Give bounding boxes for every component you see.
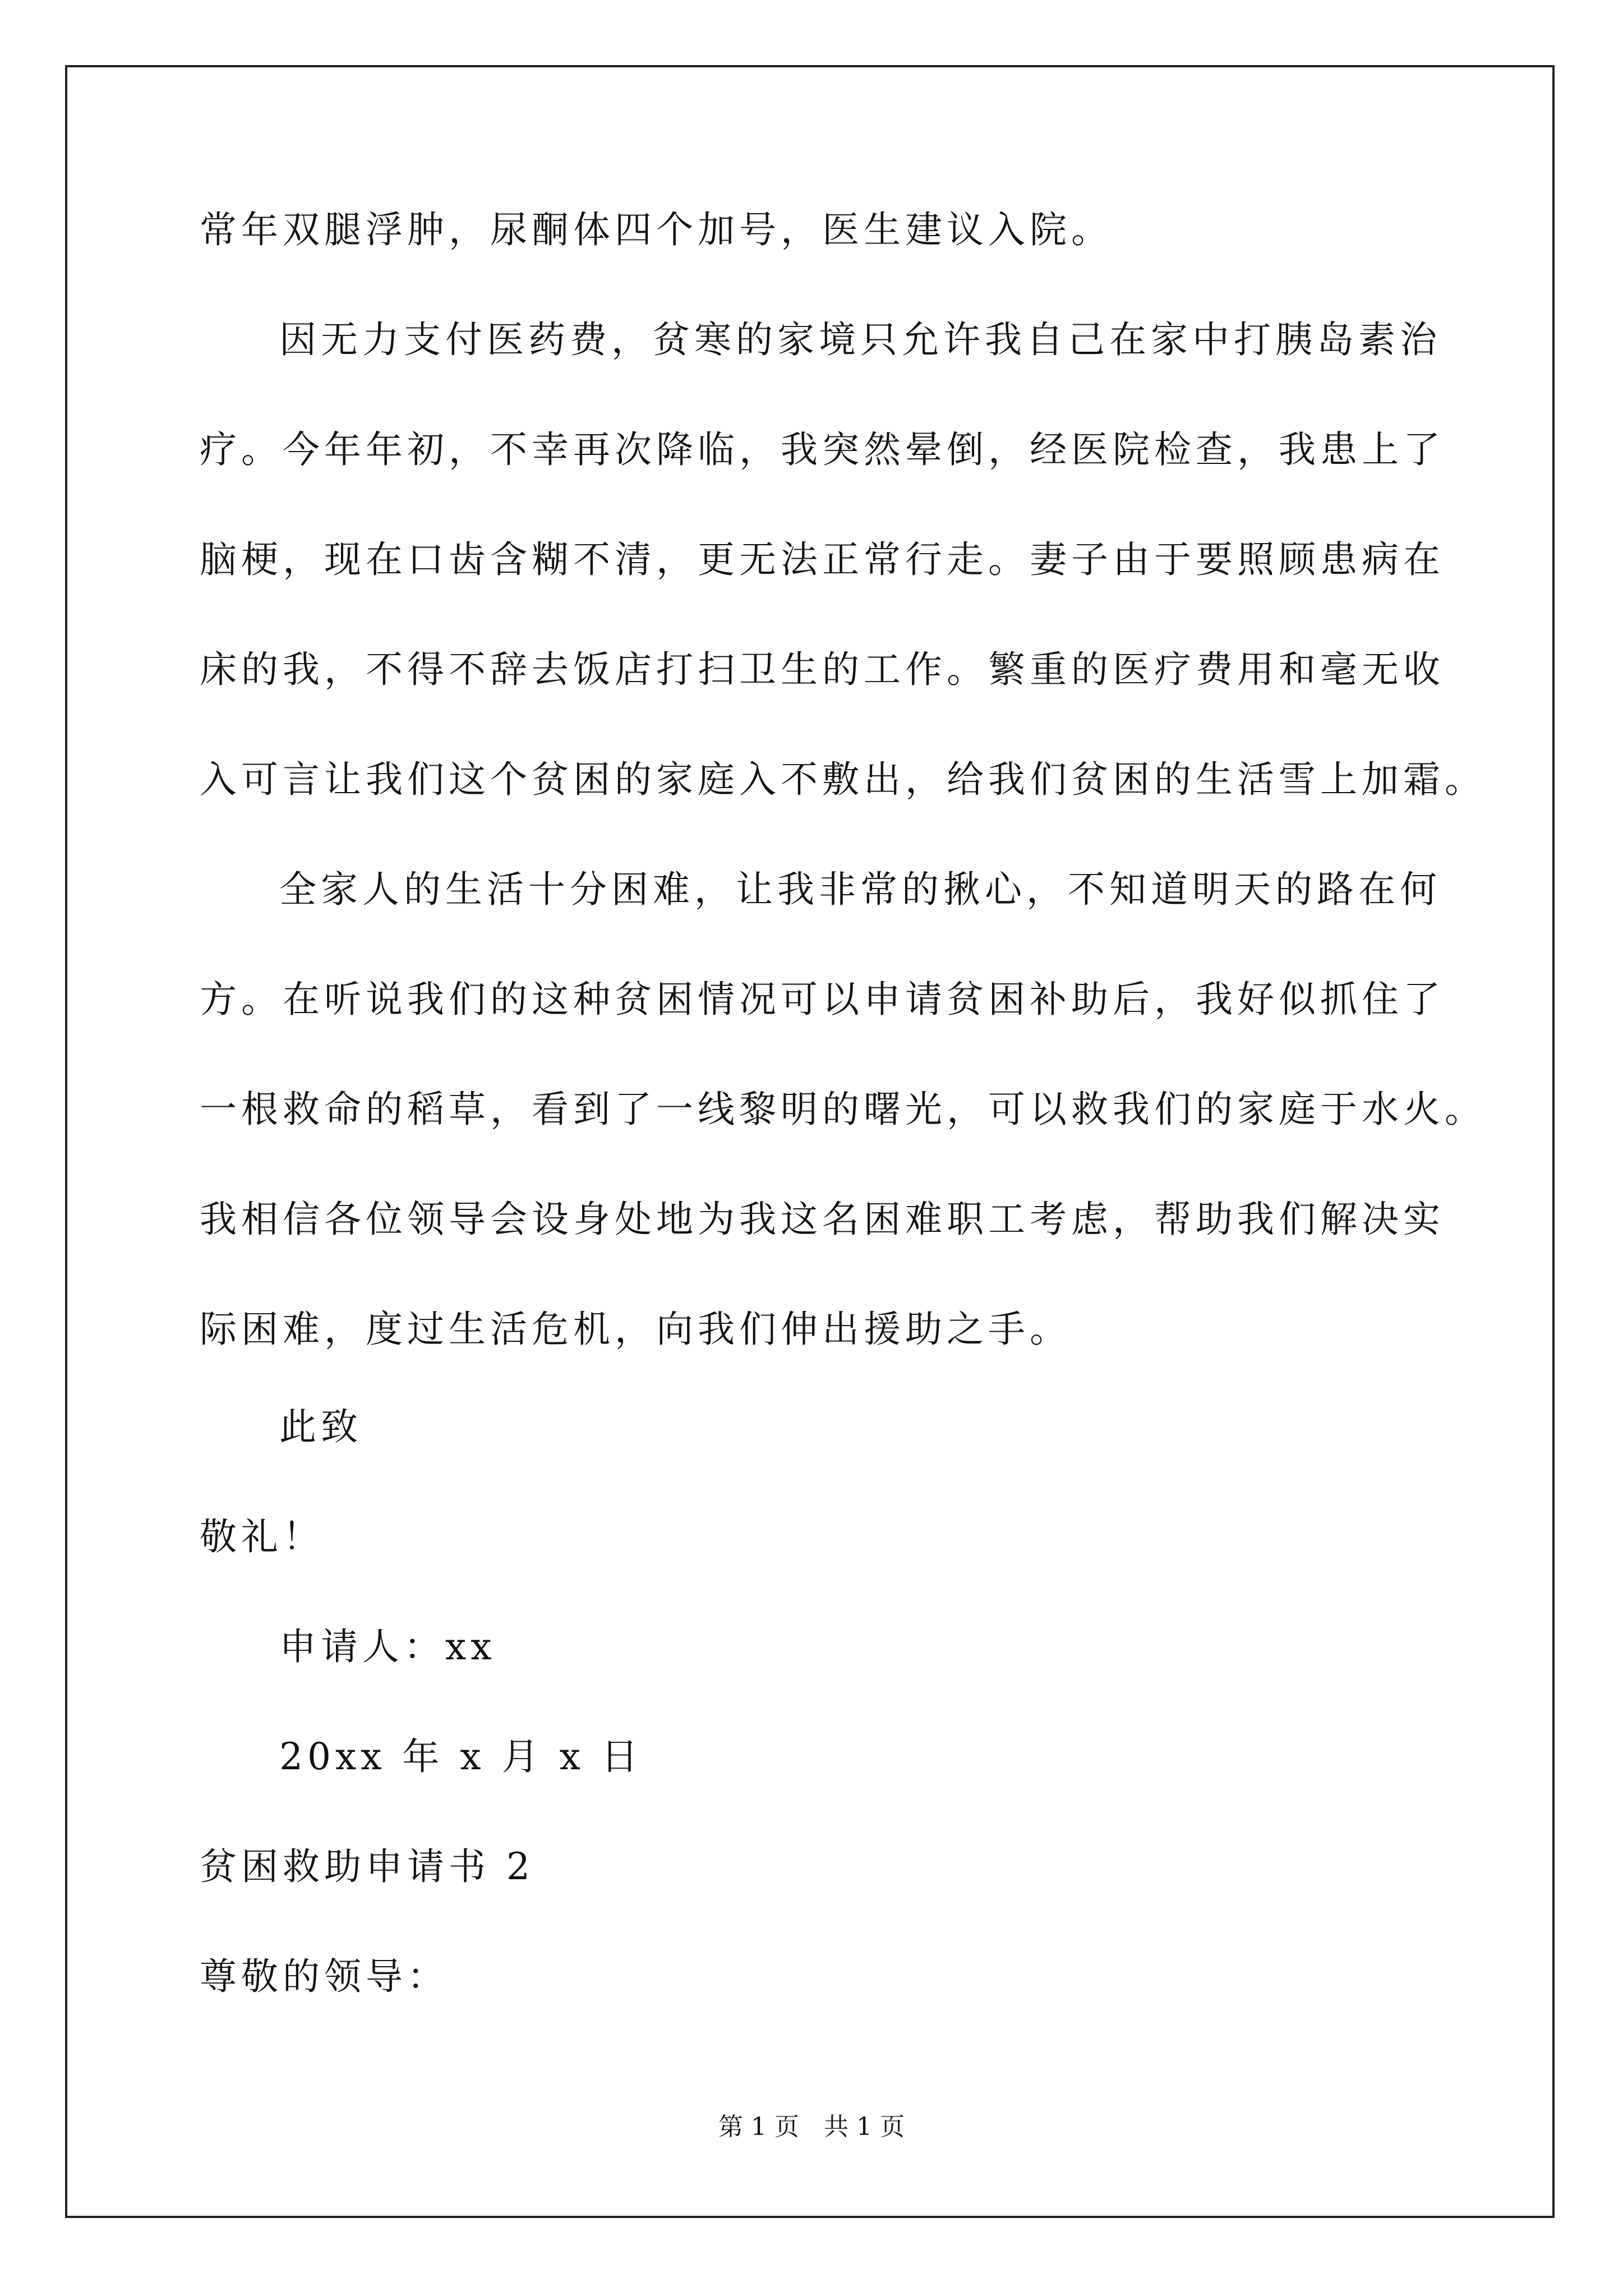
paragraph-line: 我相信各位领导会设身处地为我这名困难职工考虑，帮助我们解决实 xyxy=(200,1198,1445,1241)
salutation: 敬礼！ xyxy=(200,1515,324,1558)
paragraph-line: 床的我，不得不辞去饭店打扫卫生的工作。繁重的医疗费用和毫无收 xyxy=(200,648,1445,691)
paragraph-line: 疗。今年年初，不幸再次降临，我突然晕倒，经医院检查，我患上了 xyxy=(200,428,1445,471)
greeting-line: 尊敬的领导： xyxy=(200,1955,449,1998)
paragraph-line: 全家人的生活十分困难，让我非常的揪心，不知道明天的路在何 xyxy=(279,868,1441,911)
paragraph-line: 常年双腿浮肿，尿酮体四个加号，医生建议入院。 xyxy=(200,208,1113,251)
date-line: 20xx 年 x 月 x 日 xyxy=(279,1735,643,1778)
paragraph-line: 入可言让我们这个贫困的家庭入不敷出，给我们贫困的生活雪上加霜。 xyxy=(200,758,1486,801)
paragraph-line: 因无力支付医药费，贫寒的家境只允许我自己在家中打胰岛素治 xyxy=(279,318,1441,361)
page-border xyxy=(65,65,1555,2218)
applicant-line: 申请人：xx xyxy=(279,1625,496,1668)
page-footer: 第 1 页 共 1 页 xyxy=(718,2113,905,2141)
section-title: 贫困救助申请书 2 xyxy=(200,1845,534,1888)
paragraph-line: 一根救命的稻草，看到了一线黎明的曙光，可以救我们的家庭于水火。 xyxy=(200,1088,1486,1131)
paragraph-line: 脑梗，现在口齿含糊不清，更无法正常行走。妻子由于要照顾患病在 xyxy=(200,538,1445,581)
closing-phrase: 此致 xyxy=(279,1405,362,1448)
paragraph-line: 际困难，度过生活危机，向我们伸出援助之手。 xyxy=(200,1308,1071,1351)
paragraph-line: 方。在听说我们的这种贫困情况可以申请贫困补助后，我好似抓住了 xyxy=(200,978,1445,1021)
